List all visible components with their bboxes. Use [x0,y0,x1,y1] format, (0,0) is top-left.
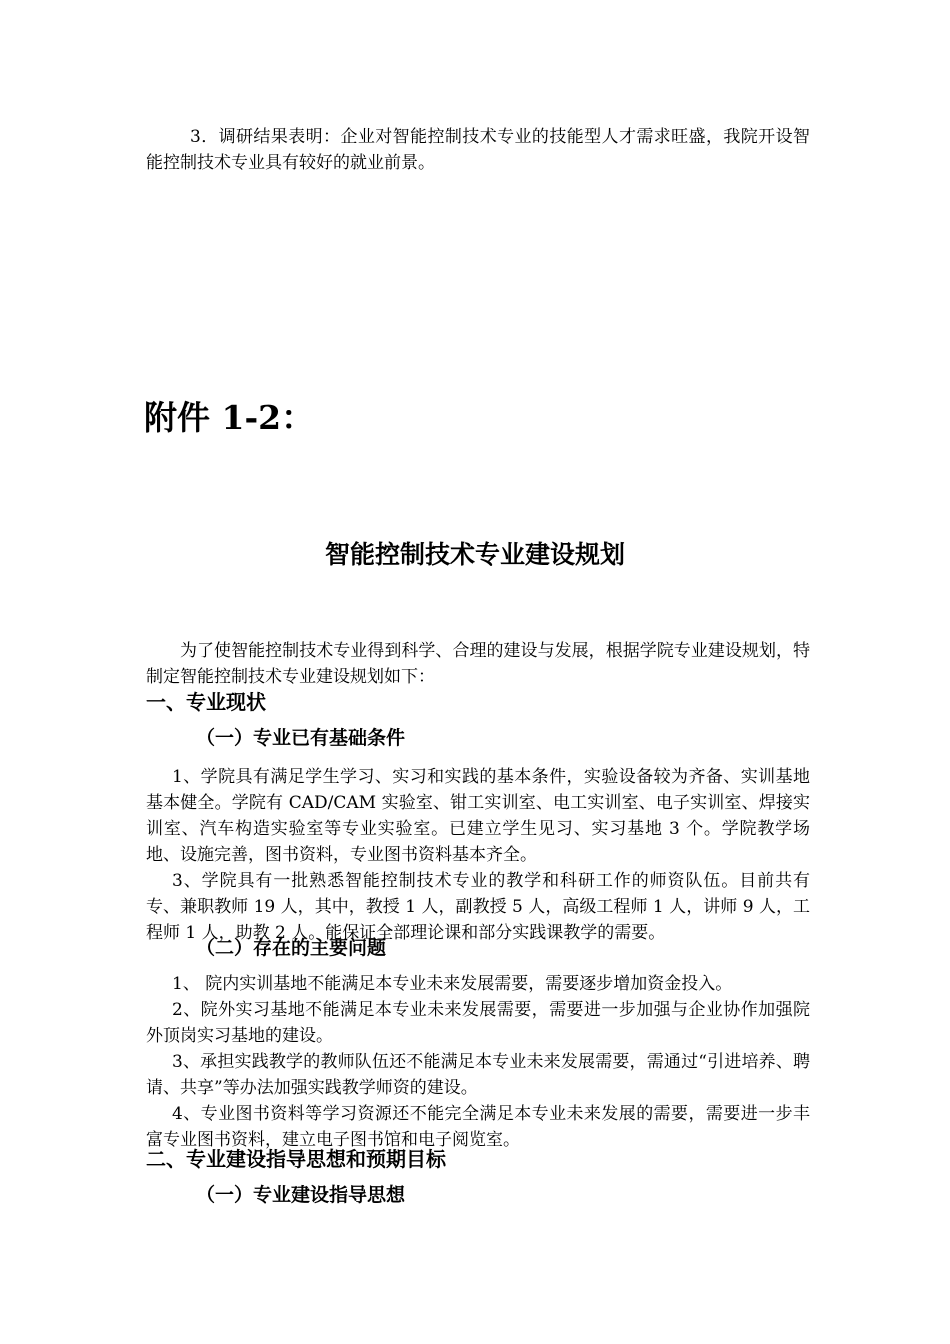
survey-result-paragraph: 3．调研结果表明：企业对智能控制技术专业的技能型人才需求旺盛，我院开设智能控制技术专业具有较好的就业前景。 [146,127,810,173]
basic-conditions-block [146,764,810,946]
section-heading-status: 一、专业现状 [146,690,266,714]
intro-block [146,638,810,690]
basic-conditions-paragraph-1: 1、学院具有满足学生学习、实习和实践的基本条件，实验设备较为齐备、实训基地基本健全。学院有 CAD/CAM 实验室、钳工实训室、电工实训室、电子实训室、焊接实训室、汽车构造实验室等专业实验室。已建立学生见习、实习基地 3 个。学院教学场地、设施完善，图书资料，专业图书资料基本齐全。 [146,767,810,865]
problem-paragraph-2: 2、院外实习基地不能满足本专业未来发展需要，需要进一步加强与企业协作加强院外顶岗实习基地的建设。 [146,1000,810,1046]
attachment-label: 附件 1-2： [144,398,315,437]
section-heading-guiding-thoughts: 二、专业建设指导思想和预期目标 [146,1147,446,1171]
document-title: 智能控制技术专业建设规划 [324,540,625,569]
problem-paragraph-3: 3、承担实践教学的教师队伍还不能满足本专业未来发展需要，需通过“引进培养、聘请、共享”等办法加强实践教学师资的建设。 [146,1052,810,1098]
subsection-heading-basic-conditions: （一）专业已有基础条件 [196,727,406,749]
survey-result-block [146,124,810,176]
problem-paragraph-4: 4、专业图书资料等学习资源还不能完全满足本专业未来发展的需要，需要进一步丰富专业图书资料，建立电子图书馆和电子阅览室。 [146,1104,810,1150]
subsection-heading-guiding-thought: （一）专业建设指导思想 [196,1184,406,1206]
main-problems-block [146,971,810,1153]
basic-conditions-paragraph-2: 3、学院具有一批熟悉智能控制技术专业的教学和科研工作的师资队伍。目前共有专、兼职教师 19 人，其中，教授 1 人，副教授 5 人，高级工程师 1 人，讲师 9 人，工程师 1 人，助教 2 人。能保证全部理论课和部分实践课教学的需要。 [146,871,810,943]
intro-paragraph: 为了使智能控制技术专业得到科学、合理的建设与发展，根据学院专业建设规划，特制定智能控制技术专业建设规划如下： [146,641,810,687]
problem-paragraph-1: 1、 院内实训基地不能满足本专业未来发展需要，需要逐步增加资金投入。 [172,974,733,994]
subsection-heading-main-problems: （二）存在的主要问题 [196,937,387,959]
